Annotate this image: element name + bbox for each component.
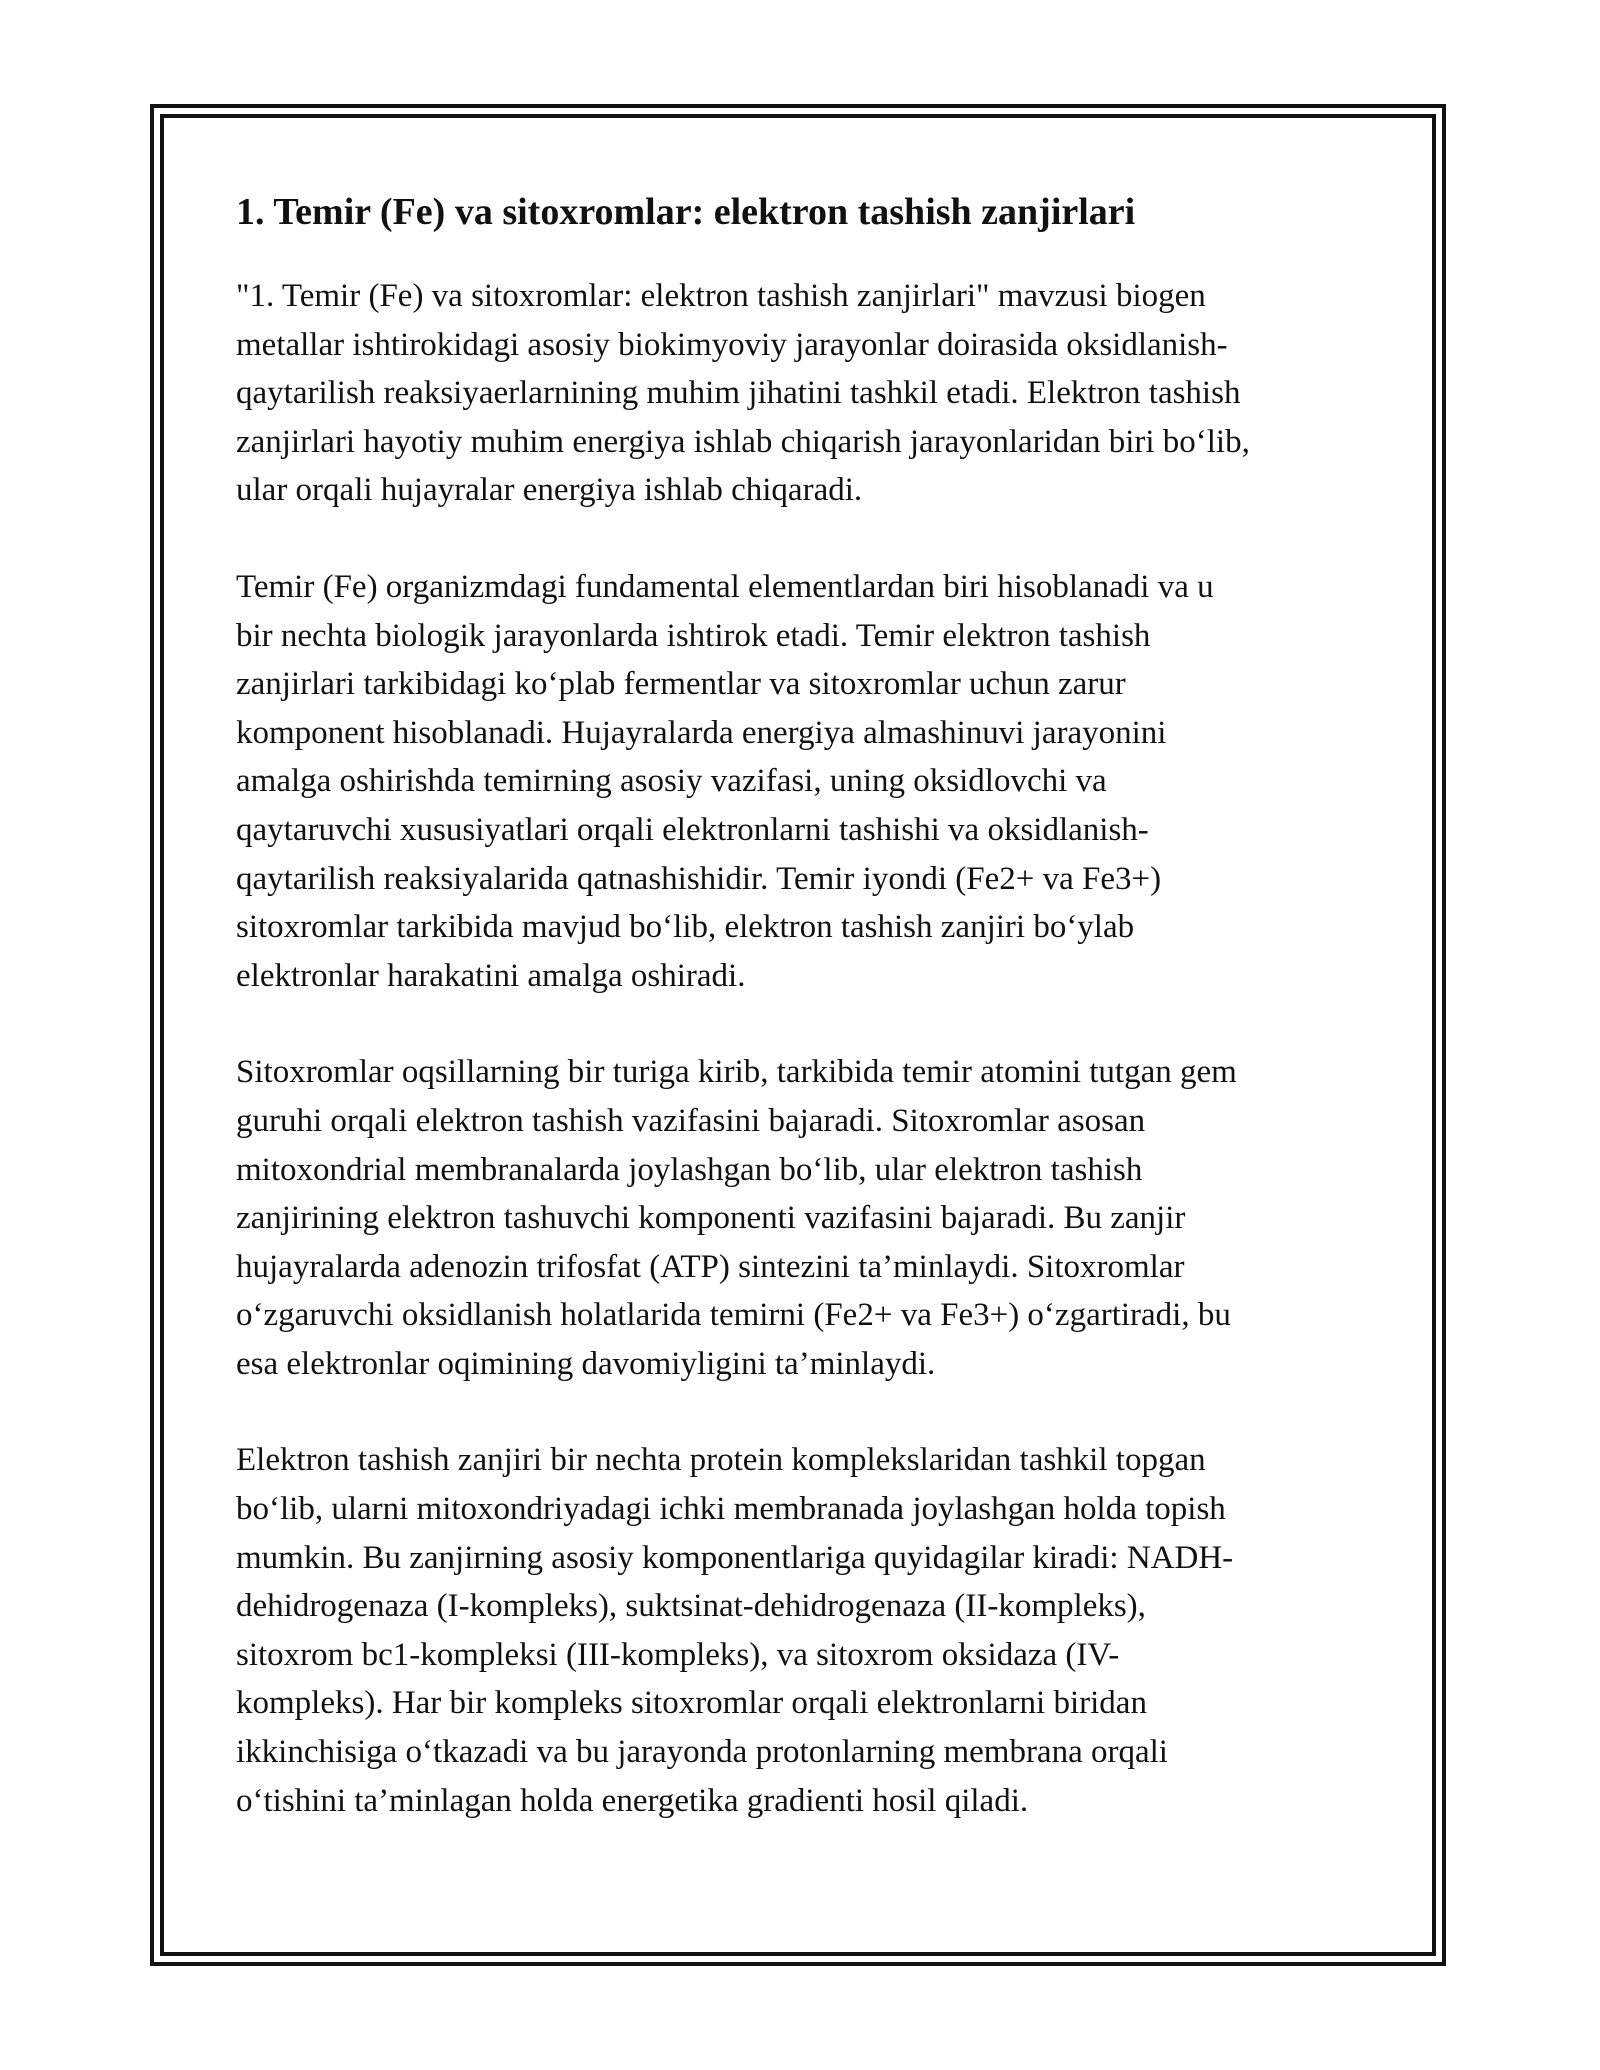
document-heading: 1. Temir (Fe) va sitoxromlar: elektron tashish zanjirlari [236,191,1136,233]
paragraph-cytochromes: Sitoxromlar oqsillarning bir turiga kirib, tarkibida temir atomini tutgan gem guruhi orqali elektron tashish vazifasini bajaradi. Sitoxromlar asosan mitoxondrial membranalarda joylashgan bo‘lib, ular elektron tashish zanjirining elektron tashuvchi komponenti vazifasini bajaradi. Bu zanjir hujayralarda adenozin trifosfat (ATP) sintezini ta’minlaydi. Sitoxromlar o‘zgaruvchi oksidlanish holatlarida temirni (Fe2+ va Fe3+) o‘zgartiradi, bu esa elektronlar oqimining davomiyligini ta’minlaydi. [236,1054,1237,1382]
paragraph-iron: Temir (Fe) organizmdagi fundamental elementlardan biri hisoblanadi va u bir nechta biologik jarayonlarda ishtirok etadi. Temir elektron tashish zanjirlari tarkibidagi ko‘plab fermentlar va sitoxromlar uchun zarur komponent hisoblanadi. Hujayralarda energiya almashinuvi jarayonini amalga oshirishda temirning asosiy vazifasi, uning oksidlovchi va qaytaruvchi xususiyatlari orqali elektronlarni tashishi va oksidlanish- qaytarilish reaksiyalarida qatnashishidir. Temir iyondi (Fe2+ va Fe3+) sitoxromlar tarkibida mavjud bo‘lib, elektron tashish zanjiri bo‘ylab elektronlar harakatini amalga oshiradi. [236,568,1214,994]
paragraph-electron-chain: Elektron tashish zanjiri bir nechta protein komplekslaridan tashkil topgan bo‘lib, ularni mitoxondriyadagi ichki membranada joylashgan holda topish mumkin. Bu zanjirning asosiy komponentlariga quyidagilar kiradi: NADH- dehidrogenaza (I-kompleks), suktsinat-dehidrogenaza (II-kompleks), sitoxrom bc1-kompleksi (III-kompleks), va sitoxrom oksidaza (IV- kompleks). Har bir kompleks sitoxromlar orqali elektronlarni biridan ikkinchisiga o‘tkazadi va bu jarayonda protonlarning membrana orqali o‘tishini ta’minlagan holda energetika gradienti hosil qiladi. [236,1442,1234,1819]
document-body [236,186,1376,1873]
paragraph-intro: "1. Temir (Fe) va sitoxromlar: elektron tashish zanjirlari" mavzusi biogen metallar ishtirokidagi asosiy biokimyoviy jarayonlar doirasida oksidlanish- qaytarilish reaksiyaerlarnining muhim jihatini tashkil etadi. Elektron tashish zanjirlari hayotiy muhim energiya ishlab chiqarish jarayonlaridan biri bo‘lib, ular orqali hujayralar energiya ishlab chiqaradi. [236,278,1250,509]
